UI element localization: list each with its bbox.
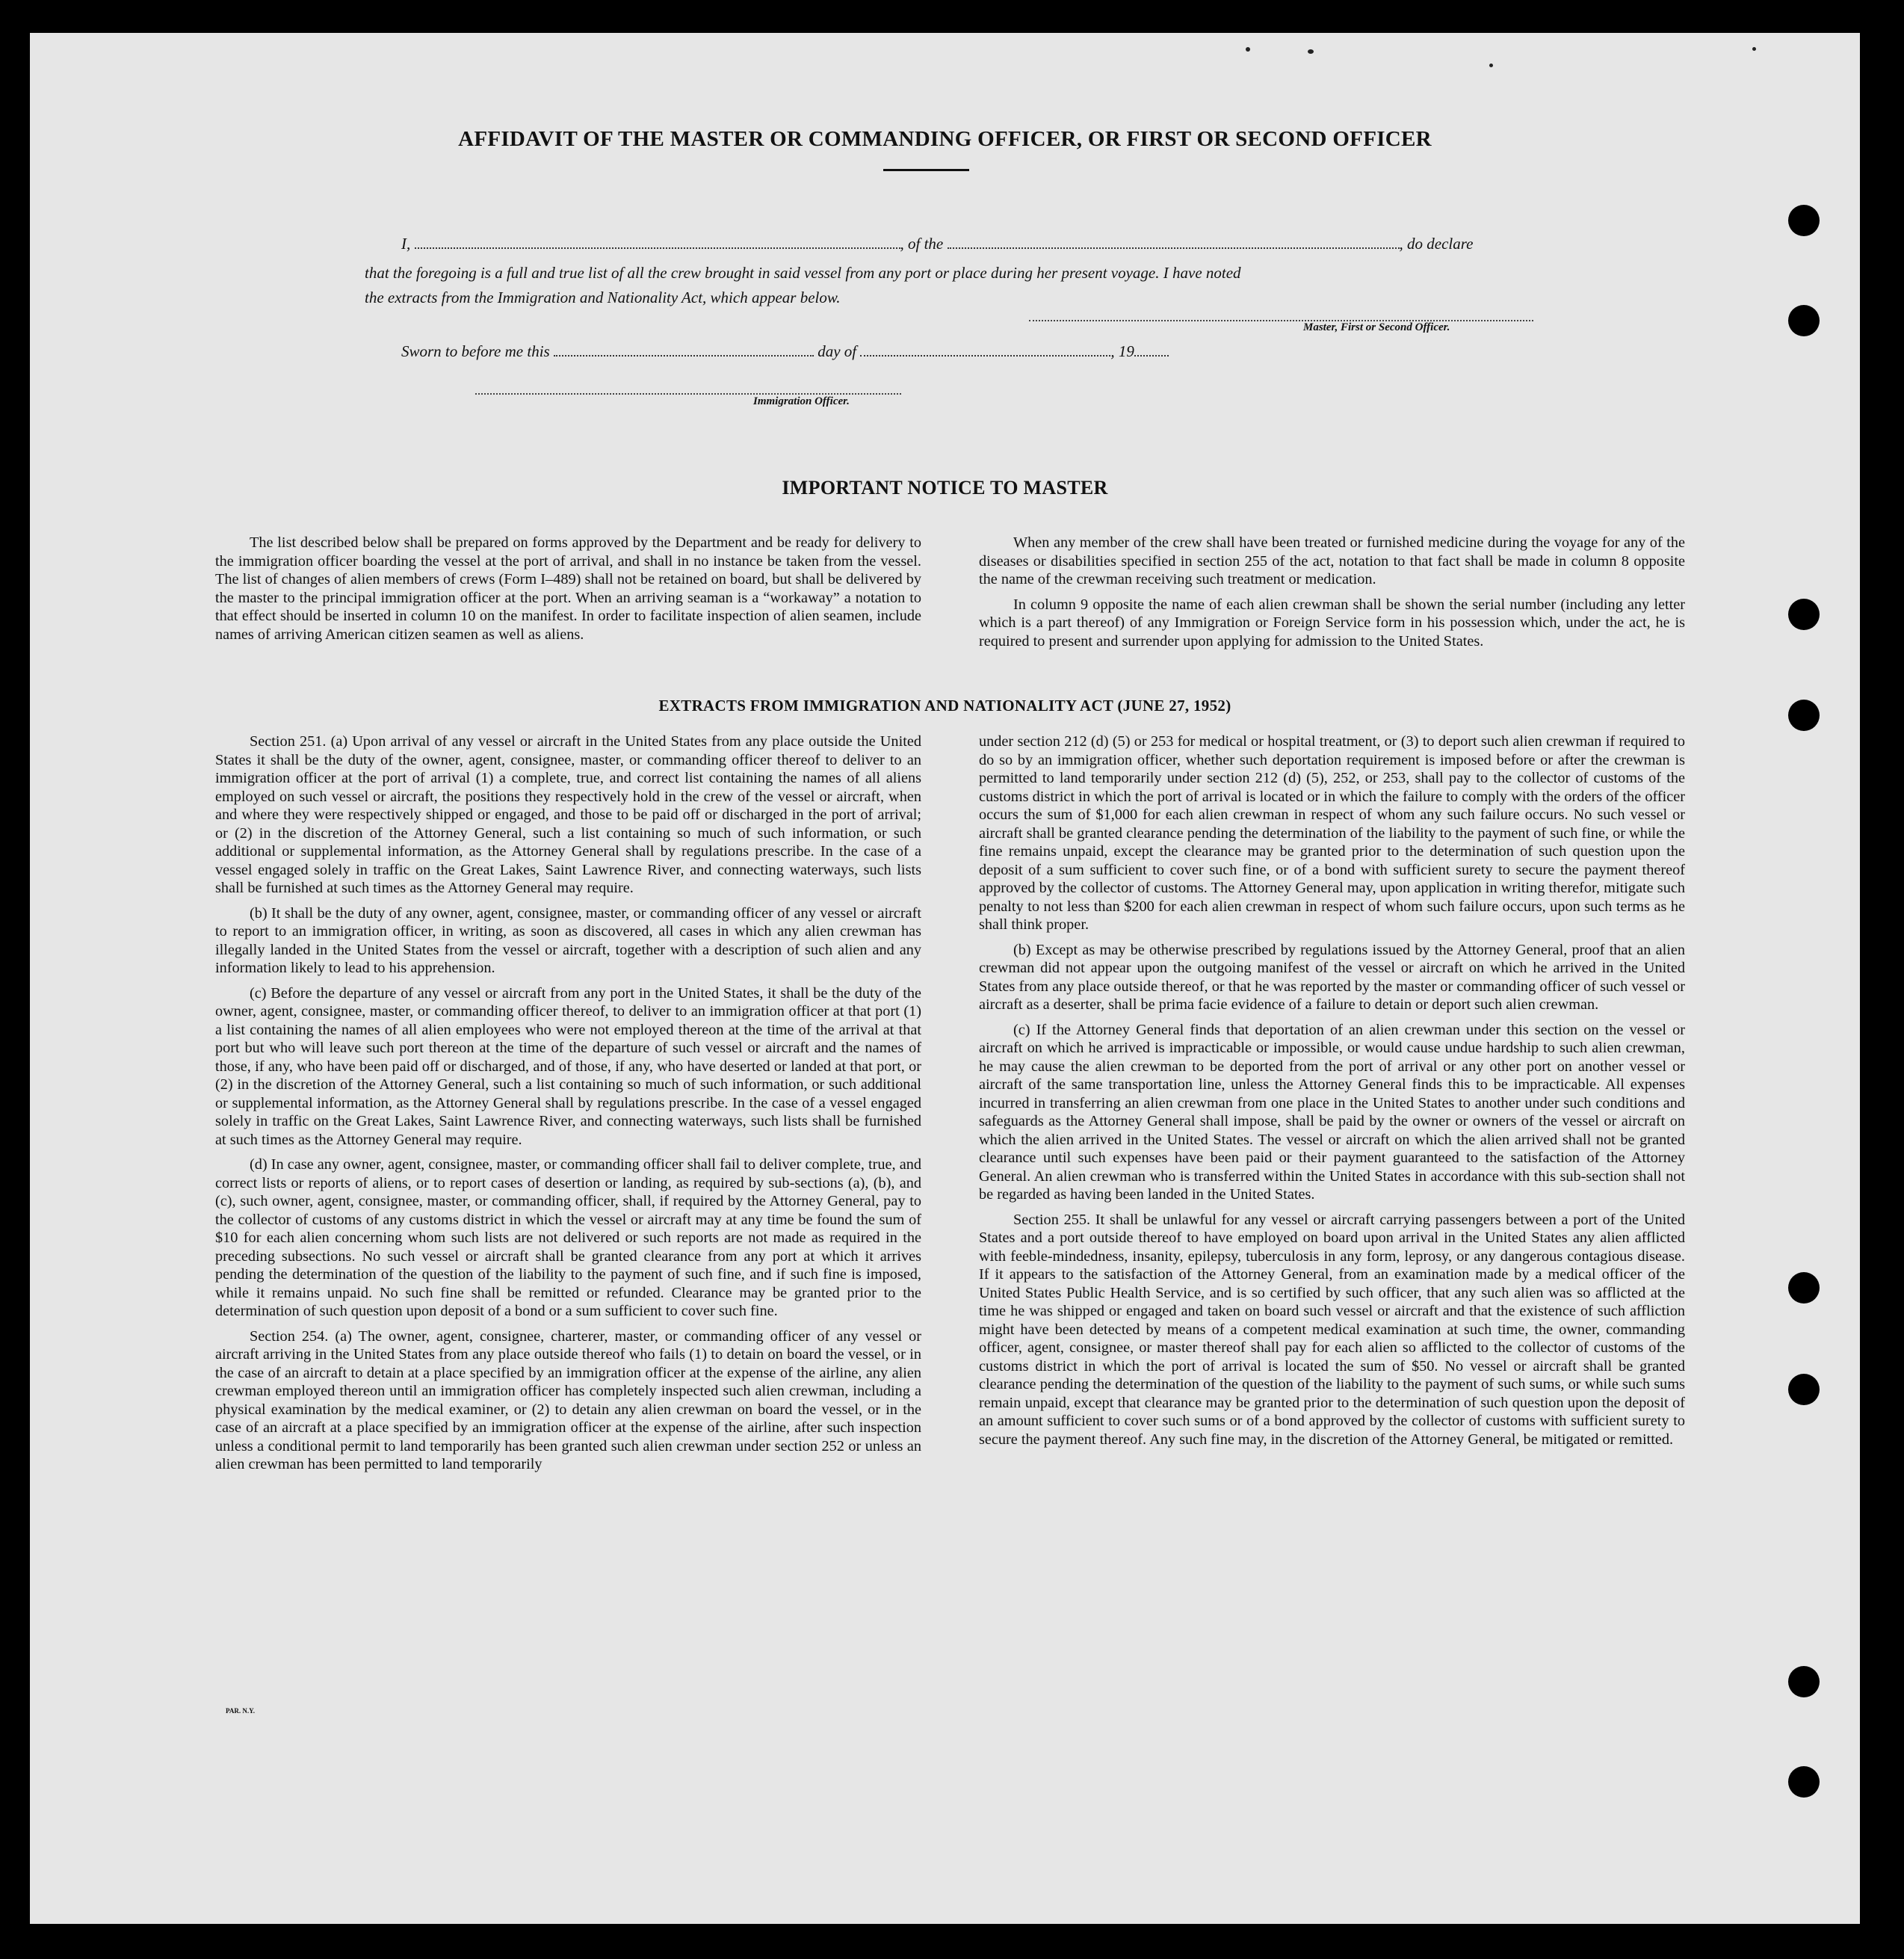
- notice-right-paragraph: When any member of the crew shall have been treated or furnished medicine during the voyage for any of the diseases or disabilities specified in section 255 of the act, notation to that fact shall be made in column 8 opposite the name of the crewman receiving such treatment or medication.: [979, 534, 1685, 587]
- extracts-right-column: [979, 732, 1685, 1455]
- section-paragraph: (c) If the Attorney General finds that deportation of an alien crewman under this section on the vessel or aircraft on which he arrived is impracticable or impossible, or would cause undue hardship to such alien crewman, he may cause the alien crewman to be deported from the port of arrival or any other port on another vessel or aircraft of the same transportation line, unless the Attorney General finds this to be impracticable. All expenses incurred in transferring an alien crewman from one place in the United States to another under such conditions and safeguards as the Attorney General shall impose, shall be paid by the owner or owners of the vessel or aircraft on which the alien arrived in the United States. The vessel or aircraft on which the alien arrived shall not be granted clearance until such expenses have been paid or their payment guaranteed to the satisfaction of the Attorney General. An alien crewman who is transferred within the United States in accordance with this sub-section shall not be regarded as having been landed in the United States.: [979, 1021, 1685, 1203]
- section-paragraph: (c) Before the departure of any vessel or aircraft from any port in the United States, it shall be the duty of the owner, agent, consignee, master, or commanding officer thereof, to deliver to an immigration officer at that port (1) a list containing the names of all alien employees who were not employed thereon at the time of the arrival at that port but who will leave such port thereon at the time of the departure of such vessel or aircraft and the names of those, if any, who have been paid off or discharged, and of those, if any, who have deserted or landed at that port, or (2) in the discretion of the Attorney General, such a list containing so much of such information, or such additional or supplemental information, as the Attorney General shall by regulations prescribe. In the case of a vessel engaged solely in traffic on the Great Lakes, Saint Lawrence River, and connecting waterways, such lists shall be furnished at such times as the Attorney General may require.: [215, 984, 921, 1148]
- sworn-year-field[interactable]: [1134, 354, 1169, 357]
- title-rule: [883, 169, 969, 171]
- declarant-prefix: I,: [401, 235, 411, 253]
- section-paragraph: (b) It shall be the duty of any owner, agent, consignee, master, or commanding officer of any vessel or aircraft to report to an immigration officer, in writing, as soon as discovered, all cases in which any alien crewman has illegally landed in the United States from the vessel or aircraft, together with a description of such alien and any information likely to lead to his apprehension.: [215, 904, 921, 976]
- dust-speck: [1246, 47, 1250, 52]
- year-prefix: , 19: [1110, 342, 1134, 360]
- master-signature-field[interactable]: [1029, 320, 1533, 321]
- officer-caption: Immigration Officer.: [753, 395, 850, 407]
- section-paragraph: Section 255. It shall be unlawful for any vessel or aircraft carrying passengers between a port of the United States and a port outside thereof to have employed on board upon arrival in the United States any alien afflicted with feeble-mindedness, insanity, epilepsy, tuberculosis in any form, leprosy, or any dangerous contagious disease. If it appears to the satisfaction of the Attorney General, from an examination made by a medical officer of the United States Public Health Service, and is so certified by such officer, that any such alien was so afflicted at the time he was shipped or engaged and taken on board such vessel or aircraft and that the existence of such affliction might have been detected by means of a competent medical examination at such time, the owner, commanding officer, agent, consignee, or master thereof shall pay for each alien so afflicted to the collector of customs of the customs district in which the port of arrival is located the sum of $50. No vessel or aircraft shall be granted clearance pending the determination of the question of the liability to the payment of such sums, or while such sums remain unpaid, except that clearance may be granted prior to the determination of such question upon the deposit of an amount sufficient to cover such sums or of a bond approved by the collector of customs with sufficient surety to secure the payment thereof. Any such fine may, in the discretion of the Attorney General, be mitigated or remitted.: [979, 1211, 1685, 1448]
- statement-line-2: the extracts from the Immigration and Nationality Act, which appear below.: [365, 289, 841, 306]
- notice-title: IMPORTANT NOTICE TO MASTER: [782, 477, 1108, 499]
- extracts-title: EXTRACTS FROM IMMIGRATION AND NATIONALITY ACT (JUNE 27, 1952): [658, 697, 1231, 715]
- punch-hole: [1788, 1374, 1820, 1405]
- sworn-text: Sworn to before me this: [401, 342, 550, 360]
- declarant-name-field[interactable]: [415, 247, 900, 249]
- section-paragraph: (b) Except as may be otherwise prescribed by regulations issued by the Attorney General, proof that an alien crewman did not appear upon the outgoing manifest of the vessel or aircraft on which he arrived in the United States from any place outside thereof, or that he was reported by the master or commanding officer of such vessel or aircraft as a deserter, shall be prima facie evidence of a failure to detain or deport such alien crewman.: [979, 941, 1685, 1013]
- declare-text: , do declare: [1399, 235, 1474, 253]
- extracts-left-column: [215, 732, 921, 1481]
- section-paragraph: Section 254. (a) The owner, agent, consignee, charterer, master, or commanding officer of any vessel or aircraft arriving in the United States from any place outside thereof who fails (1) to detain on board the vessel, or in the case of an aircraft to detain at a place specified by an immigration officer at the expense of the airline, any alien crewman employed thereon until an immigration officer has completely inspected such alien crewman, including a physical examination by the medical examiner, or (2) to detain any alien crewman on board the vessel, or in the case of an aircraft at a place specified by an immigration officer at the expense of the airline, after such inspection unless a conditional permit to land temporarily has been granted such alien crewman under section 252 or unless an alien crewman has been permitted to land temporarily: [215, 1327, 921, 1472]
- punch-hole: [1788, 700, 1820, 731]
- officer-signature-field[interactable]: [475, 393, 901, 395]
- of-the-text: , of the: [900, 235, 944, 253]
- sworn-line: [401, 342, 1169, 361]
- sworn-month-field[interactable]: [860, 354, 1110, 357]
- vessel-name-field[interactable]: [948, 247, 1400, 249]
- statement-line-1: that the foregoing is a full and true list of all the crew brought in said vessel from any port or place during her present voyage. I have noted: [365, 264, 1241, 282]
- dust-speck: [1752, 47, 1756, 51]
- declaration-line: [401, 235, 1473, 253]
- dust-speck: [1308, 49, 1314, 54]
- punch-hole: [1788, 205, 1820, 236]
- notice-left-paragraph: The list described below shall be prepared on forms approved by the Department and be ready for delivery to the immigration officer boarding the vessel at the port of arrival, and shall in no instance be taken from the vessel. The list of changes of alien members of crews (Form I–489) shall not be retained on board, but shall be delivered by the master to the principal immigration officer at the port. When an arriving seaman is a “workaway” a notation to that effect should be inserted in column 10 on the manifest. In order to facilitate inspection of alien seamen, include names of arriving American citizen seamen as well as aliens.: [215, 534, 921, 643]
- affidavit-title: AFFIDAVIT OF THE MASTER OR COMMANDING OFFICER, OR FIRST OR SECOND OFFICER: [458, 127, 1432, 151]
- printer-mark: PAR. N.Y.: [226, 1707, 256, 1715]
- form-sheet: [30, 33, 1860, 1924]
- section-paragraph: Section 251. (a) Upon arrival of any vessel or aircraft in the United States from any place outside the United States it shall be the duty of the owner, agent, consignee, master, or commanding officer thereof to deliver to an immigration officer at the port of arrival (1) a complete, true, and correct list containing the names of all aliens employed on such vessel or aircraft, the positions they respectively hold in the crew of the vessel or aircraft, when and where they were respectively shipped or engaged, and those to be paid off or discharged in the port of arrival; or (2) in the discretion of the Attorney General, such a list containing so much of such information, or such additional or supplemental information, as the Attorney General shall by regulations prescribe. In the case of a vessel engaged solely in traffic on the Great Lakes, Saint Lawrence River, and connecting waterways, such lists shall be furnished at such times as the Attorney General may require.: [215, 733, 921, 896]
- notice-right-paragraph: In column 9 opposite the name of each alien crewman shall be shown the serial number (including any letter which is a part thereof) of any Immigration or Foreign Service form in his possession which, under the act, he is required to present and surrender upon applying for admission to the United States.: [979, 596, 1685, 650]
- notice-right-column: [979, 534, 1685, 657]
- sworn-day-field[interactable]: [554, 354, 814, 357]
- master-caption: Master, First or Second Officer.: [1303, 321, 1450, 333]
- section-paragraph: under section 212 (d) (5) or 253 for medical or hospital treatment, or (3) to deport such alien crewman if required to do so by an immigration officer, whether such deportation requirement is imposed before or after the crewman is permitted to land temporarily under section 212 (d) (5), 252, or 253, shall pay to the collector of customs of the customs district in which the port of arrival is located or in which the failure to comply with the orders of the officer occurs the sum of $1,000 for each alien crewman in respect of whom any such failure occurs. No such vessel or aircraft shall be granted clearance pending the determination of the liability to the payment of such fine, or while the fine remains unpaid, except the clearance may be granted prior to the determination of such question upon the deposit of a sum sufficient to cover such fine, or of a bond with sufficient surety to secure the payment thereof approved by the collector of customs. The Attorney General may, upon application in writing therefor, mitigate such penalty to not less than $200 for each alien crewman in respect of whom such failure occurs, upon such terms as he shall think proper.: [979, 733, 1685, 933]
- dust-speck: [1489, 64, 1493, 67]
- punch-hole: [1788, 1666, 1820, 1697]
- day-of-text: day of: [817, 342, 857, 360]
- punch-hole: [1788, 305, 1820, 336]
- notice-left-column: [215, 534, 921, 650]
- punch-hole: [1788, 599, 1820, 630]
- punch-hole: [1788, 1272, 1820, 1304]
- punch-hole: [1788, 1766, 1820, 1798]
- section-paragraph: (d) In case any owner, agent, consignee, master, or commanding officer shall fail to deliver complete, true, and correct lists or reports of aliens, or to report cases of desertion or landing, as required by sub-sections (a), (b), and (c), such owner, agent, consignee, master, or commanding officer, shall, if required by the Attorney General, pay to the collector of customs of any customs district in which the vessel or aircraft may at any time be found the sum of $10 for each alien concerning whom such lists are not delivered or such reports are not made as required in the preceding subsections. No such vessel or aircraft shall be granted clearance from any port at which it arrives pending the determination of the question of the liability to the payment of such fine, and if such fine is imposed, while it remains unpaid. No such fine shall be remitted or refunded. Clearance may be granted prior to the determination of such question upon deposit of a bond or a sum sufficient to cover such fine.: [215, 1156, 921, 1319]
